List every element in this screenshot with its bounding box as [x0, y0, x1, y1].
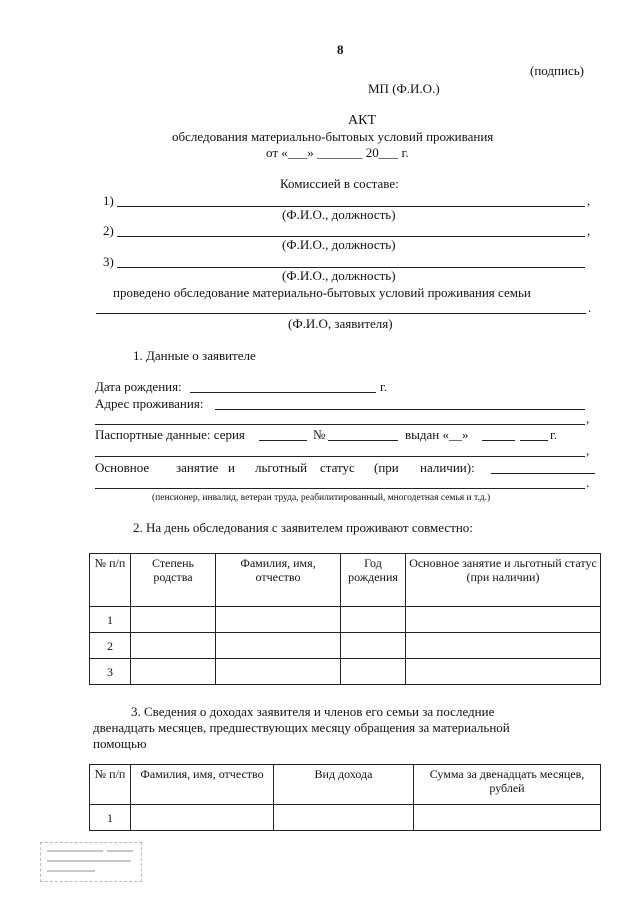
income-header-number: № п/п — [90, 765, 131, 805]
occupation-word-2: занятие — [176, 460, 219, 475]
income-row-number: 1 — [90, 805, 131, 831]
occupation-word-7: наличии): — [420, 460, 475, 475]
mp-label: МП (Ф.И.О.) — [368, 81, 440, 96]
member-1-number: 1) — [103, 193, 114, 208]
passport-number-label: № — [313, 427, 326, 442]
household-row-number: 2 — [90, 633, 131, 659]
table-cell — [131, 659, 216, 685]
member-2-end: , — [587, 223, 591, 238]
birth-line — [190, 392, 376, 393]
occupation-line-1 — [491, 473, 595, 474]
occupation-note: (пенсионер, инвалид, ветеран труда, реабилитированный, многодетная семья и т.д.) — [152, 493, 491, 503]
table-cell — [216, 659, 341, 685]
section1-heading: 1. Данные о заявителе — [133, 348, 256, 363]
act-title: АКТ — [348, 113, 376, 128]
passport-line-2 — [95, 456, 585, 457]
applicant-line-end: . — [588, 300, 592, 315]
table-cell — [216, 607, 341, 633]
applicant-line — [96, 313, 586, 314]
occupation-word-5: статус — [320, 460, 355, 475]
table-cell — [341, 607, 406, 633]
section3-heading-line-3: помощью — [93, 736, 147, 751]
occupation-word-4: льготный — [255, 460, 308, 475]
applicant-caption: (Ф.И.О, заявителя) — [288, 316, 393, 331]
passport-month-line — [482, 440, 515, 441]
passport-series-line — [259, 440, 307, 441]
table-cell — [414, 805, 601, 831]
occupation-word-1: Основное — [95, 460, 150, 475]
address-line-end: , — [586, 411, 590, 426]
household-table — [89, 553, 601, 685]
household-header-name: Фамилия, имя, отчество — [216, 554, 341, 607]
table-cell — [341, 633, 406, 659]
income-header-name: Фамилия, имя, отчество — [131, 765, 274, 805]
household-row-number: 3 — [90, 659, 131, 685]
table-cell — [406, 659, 601, 685]
income-header-amount: Сумма за двенадцать месяцев, рублей — [414, 765, 601, 805]
survey-text: проведено обследование материально-бытовых условий проживания семьи — [113, 285, 531, 300]
member-2-number: 2) — [103, 223, 114, 238]
table-cell — [406, 633, 601, 659]
income-header-type: Вид дохода — [274, 765, 414, 805]
passport-line-end: , — [586, 443, 590, 458]
occupation-line-end: . — [586, 475, 590, 490]
signature-label: (подпись) — [530, 63, 584, 78]
occupation-word-3: и — [228, 460, 235, 475]
act-date-line: от «___» _______ 20___ г. — [266, 145, 409, 160]
passport-number-line — [328, 440, 398, 441]
income-table — [89, 764, 601, 831]
occupation-word-6: (при — [374, 460, 399, 475]
table-cell — [341, 659, 406, 685]
address-label: Адрес проживания: — [95, 396, 204, 411]
act-subtitle: обследования материально-бытовых условий проживания — [172, 129, 494, 144]
address-line-1 — [215, 409, 585, 410]
table-row — [90, 659, 601, 685]
household-header-relation: Степень родства — [131, 554, 216, 607]
stamp-mark — [40, 842, 142, 882]
member-3-number: 3) — [103, 254, 114, 269]
table-row — [90, 607, 601, 633]
commission-label: Комиссией в составе: — [280, 176, 399, 191]
section3-heading-line-2: двенадцать месяцев, предшествующих месяцу обращения за материальной — [93, 720, 510, 735]
address-line-2 — [95, 424, 585, 425]
member-1-caption: (Ф.И.О., должность) — [282, 207, 396, 222]
occupation-line-2 — [95, 488, 585, 489]
table-row — [90, 805, 601, 831]
table-cell — [406, 607, 601, 633]
passport-year-suffix: г. — [550, 427, 558, 442]
table-cell — [131, 805, 274, 831]
passport-label: Паспортные данные: серия — [95, 427, 245, 442]
section3-heading-line-1: 3. Сведения о доходах заявителя и членов его семьи за последние — [131, 704, 495, 719]
table-row — [90, 633, 601, 659]
household-row-number: 1 — [90, 607, 131, 633]
birth-suffix: г. — [380, 379, 388, 394]
page-number: 8 — [337, 42, 344, 57]
household-header-number: № п/п — [90, 554, 131, 607]
member-2-caption: (Ф.И.О., должность) — [282, 237, 396, 252]
member-1-end: , — [587, 193, 591, 208]
table-cell — [131, 633, 216, 659]
member-3-caption: (Ф.И.О., должность) — [282, 268, 396, 283]
household-header-occupation: Основное занятие и льготный статус (при наличии) — [406, 554, 601, 607]
table-cell — [131, 607, 216, 633]
birth-label: Дата рождения: — [95, 379, 182, 394]
passport-year-line — [520, 440, 548, 441]
section2-heading: 2. На день обследования с заявителем проживают совместно: — [133, 520, 473, 535]
household-header-birth-year: Год рождения — [341, 554, 406, 607]
table-cell — [274, 805, 414, 831]
table-cell — [216, 633, 341, 659]
passport-issued-label: выдан «__» — [405, 427, 469, 442]
